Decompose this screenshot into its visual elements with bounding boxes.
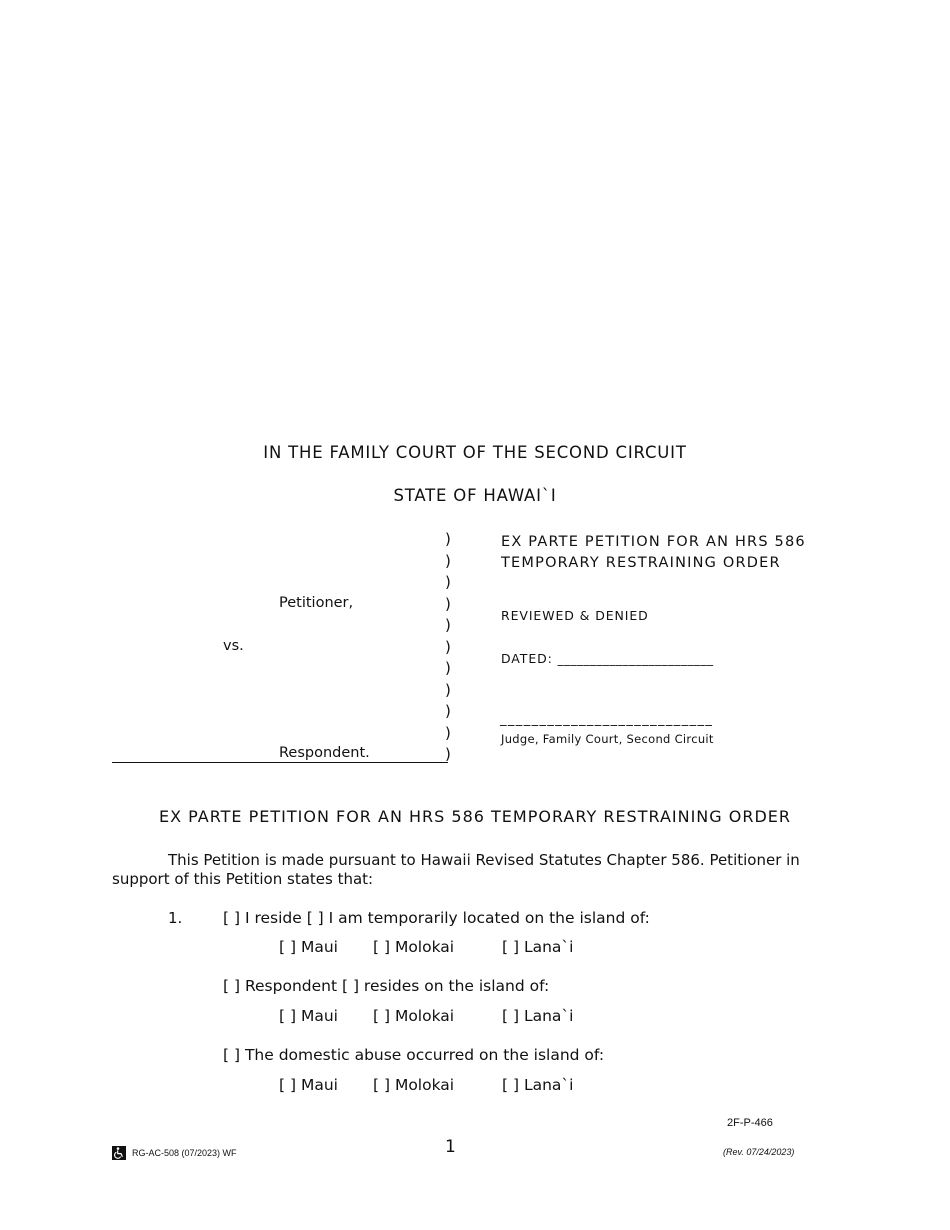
paren: ) (445, 573, 451, 591)
island-option-lanai[interactable]: [ ] Lana`i (502, 1007, 574, 1025)
island-option-maui[interactable]: [ ] Maui (279, 938, 338, 956)
paren: ) (445, 680, 451, 699)
court-heading: IN THE FAMILY COURT OF THE SECOND CIRCUIT (263, 443, 687, 462)
dated-row (501, 651, 714, 666)
paren: ) (445, 723, 451, 742)
island-option-lanai[interactable]: [ ] Lana`i (502, 1076, 574, 1094)
paren: ) (445, 594, 451, 613)
state-heading: STATE OF HAWAI`I (393, 486, 557, 505)
ada-footer (112, 1146, 237, 1160)
judge-label: Judge, Family Court, Second Circuit (501, 732, 714, 746)
paren: ) (445, 659, 451, 677)
paren: ) (445, 702, 451, 720)
respondent-label: Respondent. (279, 745, 370, 761)
island-option-maui[interactable]: [ ] Maui (279, 1007, 338, 1025)
vs-label: vs. (223, 638, 244, 654)
item-number: 1. (168, 909, 183, 927)
island-option-maui[interactable]: [ ] Maui (279, 1076, 338, 1094)
respondent-question[interactable]: [ ] Respondent [ ] resides on the island of: (223, 977, 550, 995)
caption-title-line2: TEMPORARY RESTRAINING ORDER (501, 555, 781, 571)
form-number: 2F-P-466 (727, 1117, 773, 1129)
residence-question[interactable]: [ ] I reside [ ] I am temporarily located on the island of: (223, 909, 650, 927)
caption-title-line1: EX PARTE PETITION FOR AN HRS 586 (501, 534, 806, 550)
document-title: EX PARTE PETITION FOR AN HRS 586 TEMPORARY RESTRAINING ORDER (158, 807, 792, 826)
ada-code: RG-AC-508 (07/2023) WF (132, 1148, 237, 1158)
island-option-molokai[interactable]: [ ] Molokai (373, 1076, 455, 1094)
island-option-molokai[interactable]: [ ] Molokai (373, 938, 455, 956)
island-option-molokai[interactable]: [ ] Molokai (373, 1007, 455, 1025)
petitioner-label: Petitioner, (279, 595, 354, 611)
paren: ) (445, 551, 451, 570)
dated-field[interactable]: ________________________ (557, 652, 714, 666)
page-number: 1 (445, 1137, 456, 1157)
abuse-location-question[interactable]: [ ] The domestic abuse occurred on the island of: (223, 1046, 605, 1064)
reviewed-denied-label: REVIEWED & DENIED (501, 608, 649, 623)
wheelchair-accessibility-icon (112, 1146, 126, 1160)
judge-signature-line[interactable]: ___________________________ (500, 712, 714, 727)
caption-parens (445, 529, 451, 766)
paren: ) (445, 616, 451, 634)
island-option-lanai[interactable]: [ ] Lana`i (502, 938, 574, 956)
dated-label: DATED: (501, 651, 553, 666)
revision-date: (Rev. 07/24/2023) (723, 1147, 795, 1157)
caption-underline (112, 762, 448, 763)
paren: ) (445, 637, 451, 656)
paren: ) (445, 530, 451, 548)
intro-line-1: This Petition is made pursuant to Hawaii Revised Statutes Chapter 586. Petitioner in (168, 851, 800, 869)
intro-line-2: support of this Petition states that: (112, 870, 374, 888)
paren: ) (445, 745, 451, 763)
